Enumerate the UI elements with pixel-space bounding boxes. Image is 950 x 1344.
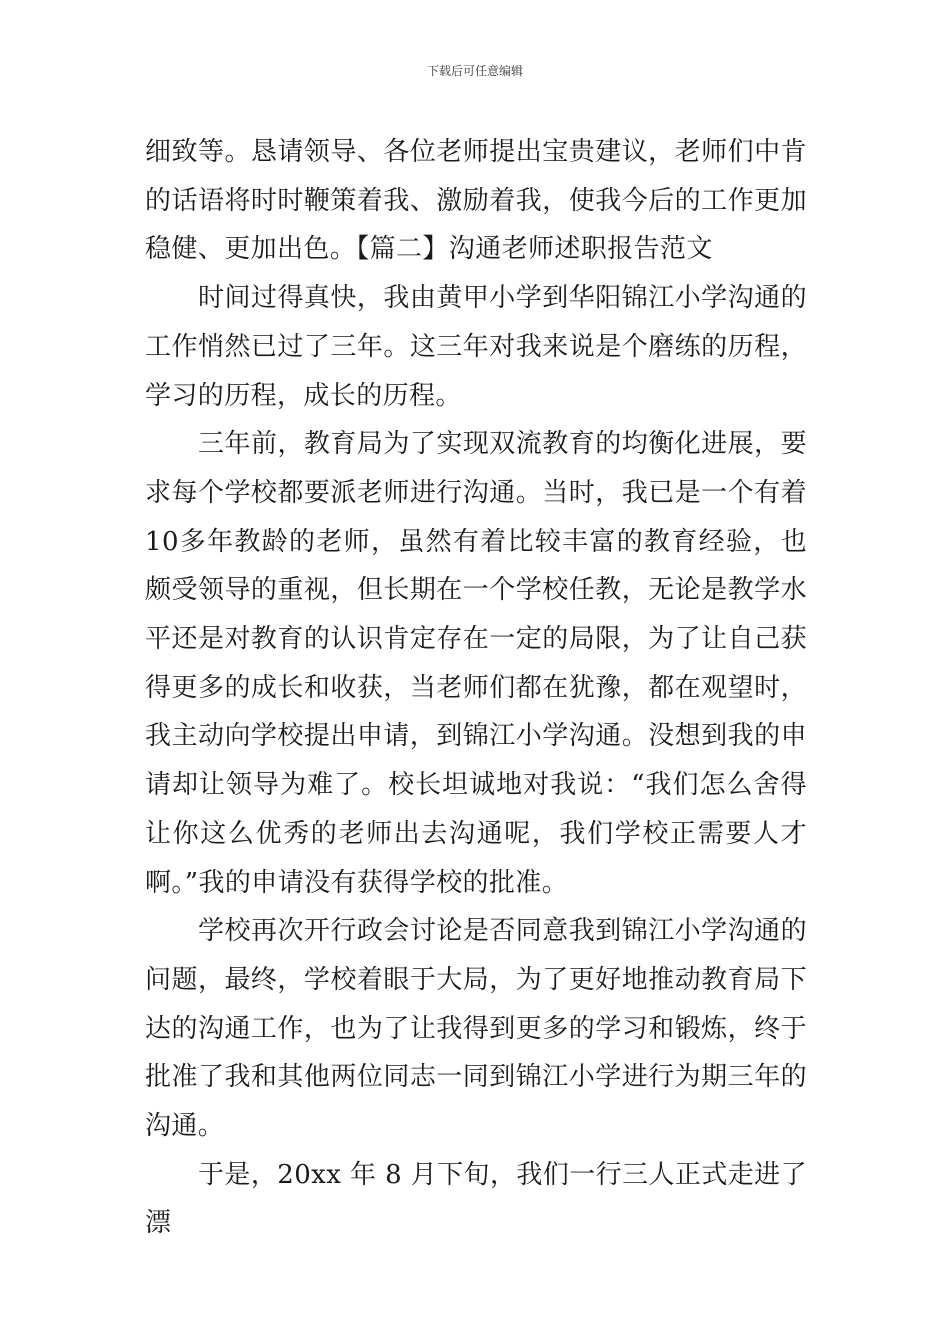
body-text [145,128,807,1248]
paragraph: 时间过得真快，我由黄甲小学到华阳锦江小学沟通的工作悄然已过了三年。这三年对我来说是个磨练的历程，学习的历程，成长的历程。 [145,283,807,411]
paragraph: 于是，20xx 年 8 月下旬，我们一行三人正式走进了漂 [145,1159,807,1239]
paragraph: 三年前，教育局为了实现双流教育的均衡化进展，要求每个学校都要派老师进行沟通。当时，我已是一个有着10多年教龄的老师，虽然有着比较丰富的教育经验，也颇受领导的重视，但长期在一个学校任教，无论是教学水平还是对教育的认识肯定存在一定的局限，为了让自己获得更多的成长和收获，当老师们都在犹豫，都在观望时，我主动向学校提出申请，到锦江小学沟通。没想到我的申请却让领导为难了。校长坦诚地对我说：“我们怎么舍得让你这么优秀的老师出去沟通呢，我们学校正需要人才啊。”我的申请没有获得学校的批准。 [145,429,807,898]
paragraph: 细致等。恳请领导、各位老师提出宝贵建议，老师们中肯的话语将时时鞭策着我、激励着我，使我今后的工作更加稳健、更加出色。【篇二】沟通老师述职报告范文 [145,137,807,265]
page-header: 下载后可任意编辑 [426,64,523,78]
paragraph: 学校再次开行政会讨论是否同意我到锦江小学沟通的问题，最终，学校着眼于大局，为了更好地推动教育局下达的沟通工作，也为了让我得到更多的学习和锻炼，终于批准了我和其他两位同志一同到锦江小学进行为期三年的沟通。 [145,916,807,1142]
